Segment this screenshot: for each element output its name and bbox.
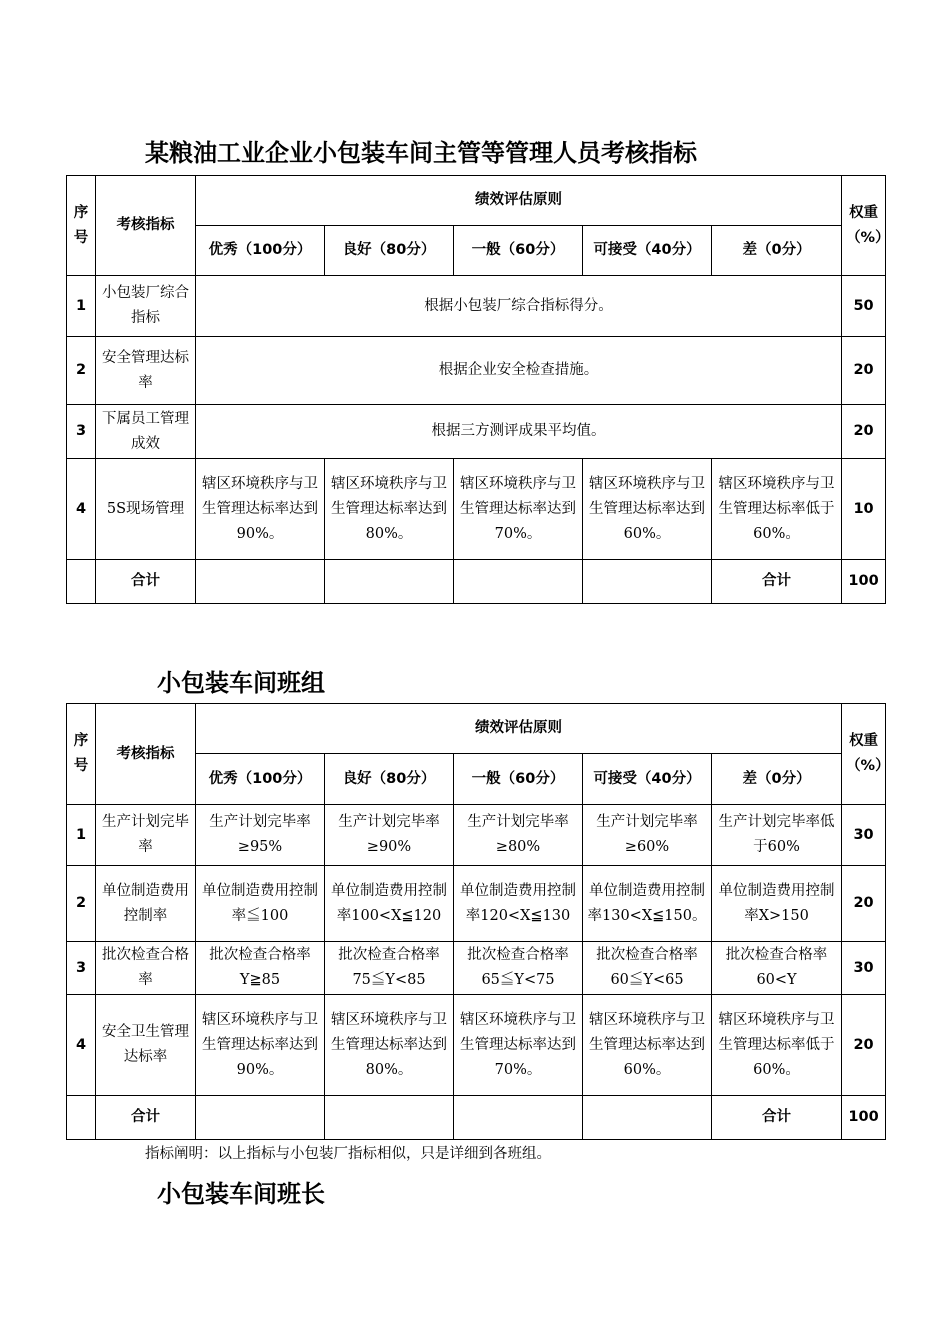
table-row bbox=[67, 866, 886, 942]
criteria-merged: 根据企业安全检查措施。 bbox=[196, 337, 842, 405]
header-indicator: 考核指标 bbox=[96, 176, 196, 276]
team-kpi-table bbox=[66, 703, 890, 1140]
total-row bbox=[67, 560, 886, 604]
row-number: 3 bbox=[67, 942, 96, 995]
manager-kpi-table bbox=[66, 175, 890, 604]
criteria-average: 辖区环境秩序与卫生管理达标率达到70%。 bbox=[454, 995, 583, 1096]
criteria-poor: 生产计划完毕率低于60% bbox=[712, 805, 842, 866]
total-label-right: 合计 bbox=[712, 1096, 842, 1140]
row-number: 4 bbox=[67, 459, 96, 560]
note-text: 指标阐明：以上指标与小包装厂指标相似，只是详细到各班组。 bbox=[145, 1146, 551, 1162]
row-number: 1 bbox=[67, 276, 96, 337]
criteria-merged: 根据三方测评成果平均值。 bbox=[196, 405, 842, 459]
criteria-poor: 批次检查合格率60<Y bbox=[712, 942, 842, 995]
criteria-excellent: 生产计划完毕率≥95% bbox=[196, 805, 325, 866]
table-row bbox=[67, 805, 886, 866]
indicator-name: 批次检查合格率 bbox=[96, 942, 196, 995]
weight-value: 20 bbox=[842, 405, 886, 459]
section-title-team: 小包装车间班组 bbox=[157, 669, 325, 697]
indicator-name: 安全管理达标率 bbox=[96, 337, 196, 405]
criteria-good: 生产计划完毕率≥90% bbox=[325, 805, 454, 866]
table-row bbox=[67, 337, 886, 405]
row-number: 2 bbox=[67, 866, 96, 942]
total-label: 合计 bbox=[96, 560, 196, 604]
indicator-name: 生产计划完毕率 bbox=[96, 805, 196, 866]
page-title: 某粮油工业企业小包装车间主管等管理人员考核指标 bbox=[145, 139, 697, 167]
header-grade-excellent: 优秀（100分） bbox=[196, 226, 325, 276]
row-number: 4 bbox=[67, 995, 96, 1096]
weight-value: 10 bbox=[842, 459, 886, 560]
total-weight: 100 bbox=[842, 560, 886, 604]
criteria-poor: 单位制造费用控制率X>150 bbox=[712, 866, 842, 942]
total-label-right: 合计 bbox=[712, 560, 842, 604]
weight-value: 20 bbox=[842, 995, 886, 1096]
weight-value: 20 bbox=[842, 866, 886, 942]
row-number: 2 bbox=[67, 337, 96, 405]
header-seq: 序号 bbox=[67, 176, 96, 276]
header-principle: 绩效评估原则 bbox=[196, 176, 842, 226]
row-number: 1 bbox=[67, 805, 96, 866]
header-indicator: 考核指标 bbox=[96, 704, 196, 805]
header-grade-good: 良好（80分） bbox=[325, 754, 454, 805]
criteria-average: 批次检查合格率65≦Y<75 bbox=[454, 942, 583, 995]
criteria-acceptable: 辖区环境秩序与卫生管理达标率达到60%。 bbox=[583, 995, 712, 1096]
table-row bbox=[67, 276, 886, 337]
table-row bbox=[67, 995, 886, 1096]
table-row bbox=[67, 405, 886, 459]
criteria-excellent: 批次检查合格率Y≧85 bbox=[196, 942, 325, 995]
indicator-name: 单位制造费用控制率 bbox=[96, 866, 196, 942]
criteria-good: 批次检查合格率75≦Y<85 bbox=[325, 942, 454, 995]
header-seq: 序号 bbox=[67, 704, 96, 805]
weight-value: 50 bbox=[842, 276, 886, 337]
criteria-excellent: 单位制造费用控制率≦100 bbox=[196, 866, 325, 942]
criteria-poor: 辖区环境秩序与卫生管理达标率低于60%。 bbox=[712, 459, 842, 560]
criteria-acceptable: 辖区环境秩序与卫生管理达标率达到60%。 bbox=[583, 459, 712, 560]
indicator-name: 安全卫生管理达标率 bbox=[96, 995, 196, 1096]
header-grade-poor: 差（0分） bbox=[712, 226, 842, 276]
section-title-leader: 小包装车间班长 bbox=[157, 1180, 325, 1208]
criteria-good: 辖区环境秩序与卫生管理达标率达到80%。 bbox=[325, 995, 454, 1096]
criteria-excellent: 辖区环境秩序与卫生管理达标率达到90%。 bbox=[196, 995, 325, 1096]
criteria-excellent: 辖区环境秩序与卫生管理达标率达到90%。 bbox=[196, 459, 325, 560]
criteria-good: 辖区环境秩序与卫生管理达标率达到80%。 bbox=[325, 459, 454, 560]
criteria-average: 辖区环境秩序与卫生管理达标率达到70%。 bbox=[454, 459, 583, 560]
weight-value: 20 bbox=[842, 337, 886, 405]
weight-value: 30 bbox=[842, 805, 886, 866]
header-grade-acceptable: 可接受（40分） bbox=[583, 226, 712, 276]
header-grade-average: 一般（60分） bbox=[454, 754, 583, 805]
header-grade-poor: 差（0分） bbox=[712, 754, 842, 805]
header-grade-good: 良好（80分） bbox=[325, 226, 454, 276]
criteria-acceptable: 生产计划完毕率≥60% bbox=[583, 805, 712, 866]
criteria-good: 单位制造费用控制率100<X≦120 bbox=[325, 866, 454, 942]
indicator-name: 5S现场管理 bbox=[96, 459, 196, 560]
criteria-acceptable: 批次检查合格率60≦Y<65 bbox=[583, 942, 712, 995]
criteria-poor: 辖区环境秩序与卫生管理达标率低于60%。 bbox=[712, 995, 842, 1096]
table-row bbox=[67, 942, 886, 995]
header-grade-average: 一般（60分） bbox=[454, 226, 583, 276]
header-weight: 权重（%） bbox=[842, 176, 886, 276]
row-number: 3 bbox=[67, 405, 96, 459]
total-label: 合计 bbox=[96, 1096, 196, 1140]
header-grade-excellent: 优秀（100分） bbox=[196, 754, 325, 805]
criteria-merged: 根据小包装厂综合指标得分。 bbox=[196, 276, 842, 337]
criteria-acceptable: 单位制造费用控制率130<X≦150。 bbox=[583, 866, 712, 942]
header-grade-acceptable: 可接受（40分） bbox=[583, 754, 712, 805]
criteria-average: 生产计划完毕率≥80% bbox=[454, 805, 583, 866]
total-weight: 100 bbox=[842, 1096, 886, 1140]
criteria-average: 单位制造费用控制率120<X≦130 bbox=[454, 866, 583, 942]
table-row bbox=[67, 459, 886, 560]
total-row bbox=[67, 1096, 886, 1140]
header-weight: 权重（%） bbox=[842, 704, 886, 805]
indicator-name: 小包装厂综合指标 bbox=[96, 276, 196, 337]
weight-value: 30 bbox=[842, 942, 886, 995]
indicator-name: 下属员工管理成效 bbox=[96, 405, 196, 459]
header-principle: 绩效评估原则 bbox=[196, 704, 842, 754]
